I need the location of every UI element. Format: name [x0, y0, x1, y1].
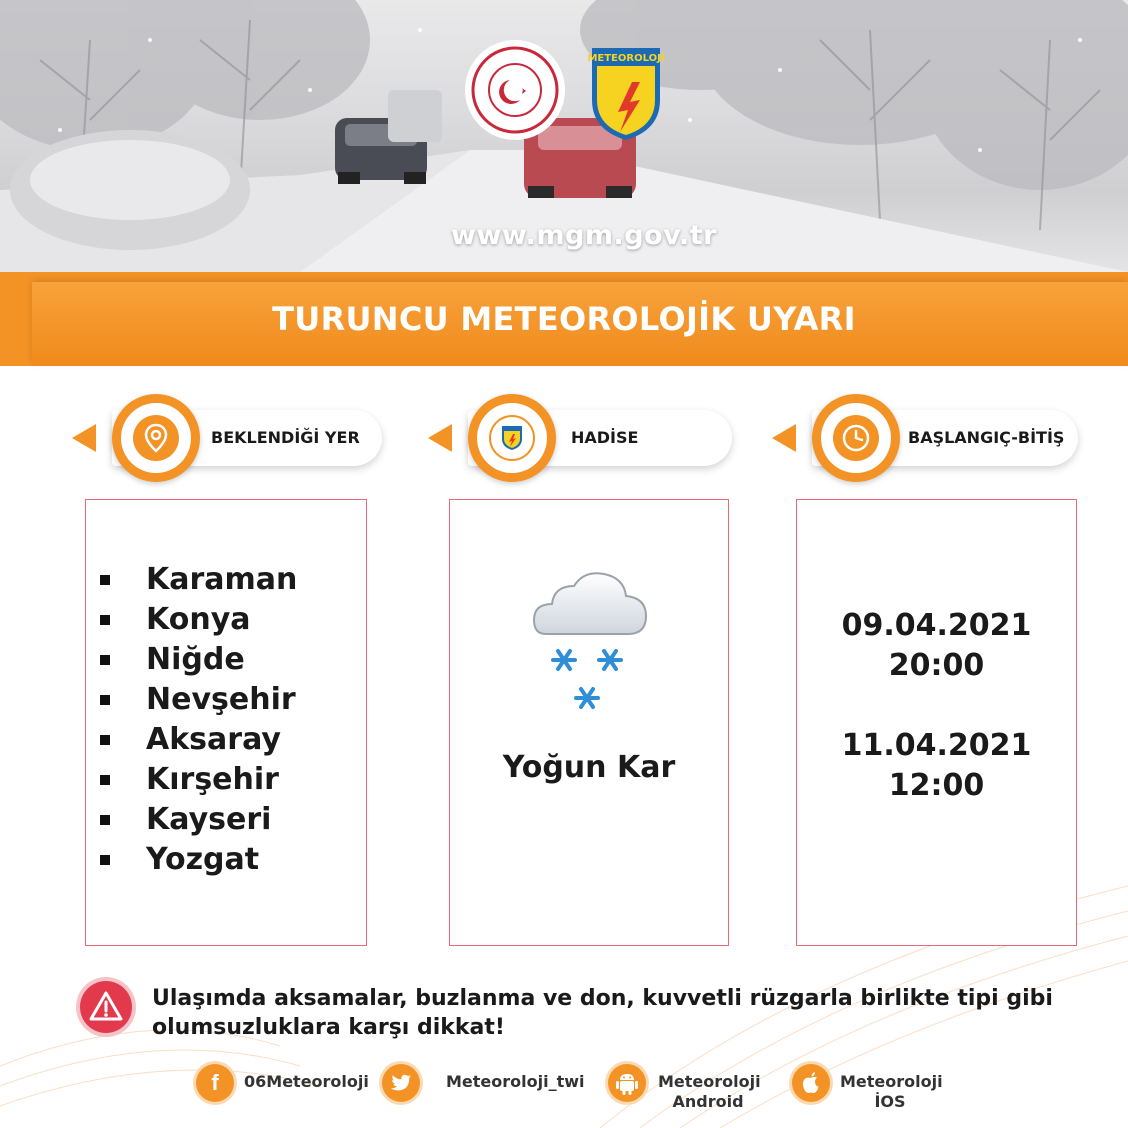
list-item: [100, 600, 297, 640]
location-name: Nevşehir: [146, 682, 296, 717]
website-url[interactable]: www.mgm.gov.tr: [451, 220, 717, 251]
start-time: 20:00: [888, 648, 985, 683]
meteoroloji-logo-text: METEOROLOJİ: [587, 53, 665, 64]
period-icon-badge: [812, 394, 900, 482]
location-name: Yozgat: [146, 842, 260, 877]
list-item: [100, 800, 297, 840]
location-name: Konya: [146, 602, 251, 637]
android-icon[interactable]: [608, 1064, 646, 1102]
location-header-label: BEKLENDİĞİ YER: [211, 428, 360, 447]
event-name: Yoğun Kar: [502, 750, 676, 785]
period-header-label: BAŞLANGIÇ-BİTİŞ: [908, 428, 1065, 447]
map-pin-icon: [144, 423, 168, 453]
warning-text: Ulaşımda aksamalar, buzlanma ve don, kuvvetli rüzgarla birlikte tipi gibi olumsuzluklara karşı dikkat!: [152, 986, 1053, 1040]
ios-label-line2: İOS: [874, 1092, 906, 1111]
event-box: [449, 499, 729, 946]
snow-cloud-icon: [532, 564, 648, 720]
bullet-icon: [100, 855, 110, 865]
event-header-label: HADİSE: [571, 428, 639, 447]
list-item: [100, 720, 297, 760]
location-icon-badge: [112, 394, 200, 482]
android-robot-icon: [616, 1071, 638, 1095]
bullet-icon: [100, 775, 110, 785]
ministry-seal-logo: [465, 40, 565, 140]
locations-box: [85, 499, 367, 946]
android-label-line2: Android: [672, 1092, 744, 1111]
bullet-icon: [100, 655, 110, 665]
facebook-icon[interactable]: f: [196, 1064, 234, 1102]
list-item: [100, 840, 297, 880]
locations-list: [100, 560, 297, 880]
bullet-icon: [100, 615, 110, 625]
facebook-label[interactable]: 06Meteoroloji: [244, 1072, 369, 1091]
ios-label-line1: Meteoroloji: [840, 1072, 943, 1091]
twitter-icon[interactable]: [382, 1064, 420, 1102]
list-item: [100, 680, 297, 720]
start-date: 09.04.2021: [841, 608, 1032, 643]
android-label-line1: Meteoroloji: [658, 1072, 761, 1091]
period-pointer: [772, 424, 796, 452]
apple-icon[interactable]: [792, 1064, 830, 1102]
list-item: [100, 640, 297, 680]
alert-title: TURUNCU METEOROLOJİK UYARI: [272, 300, 856, 338]
location-name: Aksaray: [146, 722, 281, 757]
android-label[interactable]: [658, 1072, 761, 1112]
end-time: 12:00: [888, 768, 985, 803]
location-name: Kırşehir: [146, 762, 279, 797]
list-item: [100, 760, 297, 800]
bullet-icon: [100, 815, 110, 825]
hero-snow-photo: [0, 0, 1128, 272]
warning-badge: [80, 981, 132, 1033]
warning-triangle-icon: [80, 981, 132, 1033]
location-name: Karaman: [146, 562, 298, 597]
location-pointer: [72, 424, 96, 452]
apple-logo-icon: [800, 1071, 822, 1095]
location-name: Kayseri: [146, 802, 272, 837]
list-item: [100, 560, 297, 600]
ios-label[interactable]: [840, 1072, 943, 1112]
event-pointer: [428, 424, 452, 452]
clock-icon: [841, 423, 871, 453]
event-icon-badge: [468, 394, 556, 482]
location-name: Niğde: [146, 642, 245, 677]
period-box: [796, 499, 1077, 946]
bullet-icon: [100, 735, 110, 745]
end-date: 11.04.2021: [841, 728, 1032, 763]
twitter-bird-icon: [390, 1074, 412, 1092]
bullet-icon: [100, 695, 110, 705]
bullet-icon: [100, 575, 110, 585]
twitter-label[interactable]: Meteoroloji_twi: [446, 1072, 585, 1091]
meteoroloji-logo-icon: [501, 425, 523, 451]
